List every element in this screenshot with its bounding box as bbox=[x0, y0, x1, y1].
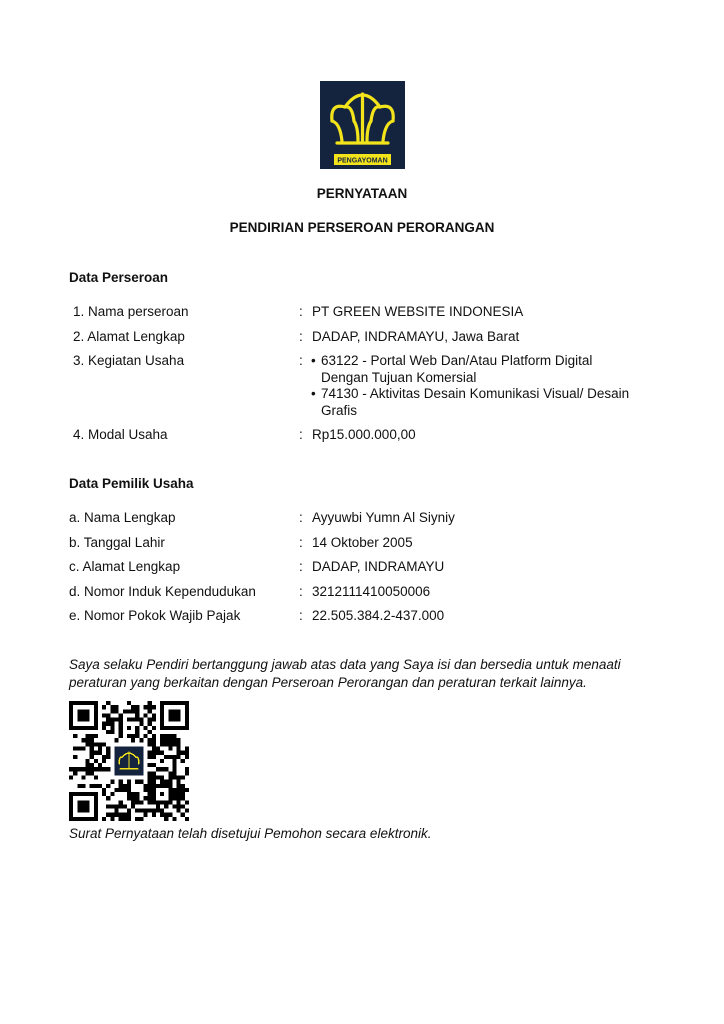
owner-address-label: c. Alamat Lengkap bbox=[69, 559, 181, 574]
owner-section-heading: Data Pemilik Usaha bbox=[69, 476, 194, 491]
pengayoman-logo bbox=[320, 81, 405, 169]
activity-item bbox=[311, 353, 671, 386]
company-name-label: 1. Nama perseroan bbox=[73, 304, 189, 319]
bullet-icon: • bbox=[311, 386, 316, 401]
owner-name-value: Ayyuwbi Yumn Al Siyniy bbox=[312, 510, 455, 525]
activity-line: Dengan Tujuan Komersial bbox=[321, 369, 477, 385]
declaration-statement bbox=[69, 656, 669, 692]
owner-name-label: a. Nama Lengkap bbox=[69, 510, 176, 525]
company-capital-value: Rp15.000.000,00 bbox=[312, 427, 416, 442]
company-name-value: PT GREEN WEBSITE INDONESIA bbox=[312, 304, 524, 319]
electronic-approval-note: Surat Pernyataan telah disetujui Pemohon secara elektronik. bbox=[69, 826, 432, 841]
company-section-heading: Data Perseroan bbox=[69, 270, 169, 285]
owner-npwp-label: e. Nomor Pokok Wajib Pajak bbox=[69, 608, 241, 623]
company-activity-label: 3. Kegiatan Usaha bbox=[73, 353, 185, 368]
colon: : bbox=[299, 584, 303, 599]
colon: : bbox=[299, 535, 303, 550]
statement-line: Saya selaku Pendiri bertanggung jawab atas data yang Saya isi dan bersedia untuk menaati bbox=[69, 657, 621, 672]
activity-line: 63122 - Portal Web Dan/Atau Platform Digital bbox=[321, 353, 593, 368]
owner-dob-value: 14 Oktober 2005 bbox=[312, 535, 413, 550]
company-address-label: 2. Alamat Lengkap bbox=[73, 329, 185, 344]
colon: : bbox=[299, 510, 303, 525]
document-subtitle: PENDIRIAN PERSEROAN PERORANGAN bbox=[229, 220, 495, 235]
activity-item bbox=[311, 386, 671, 419]
colon: : bbox=[299, 608, 303, 623]
colon: : bbox=[299, 304, 303, 319]
owner-nik-value: 3212111410050006 bbox=[312, 584, 431, 599]
activity-line: Grafis bbox=[321, 402, 358, 418]
company-capital-label: 4. Modal Usaha bbox=[73, 427, 168, 442]
document-title: PERNYATAAN bbox=[316, 186, 408, 201]
activity-list bbox=[311, 353, 671, 419]
owner-nik-label: d. Nomor Induk Kependudukan bbox=[69, 584, 256, 599]
qr-code bbox=[68, 701, 190, 821]
colon: : bbox=[299, 353, 303, 368]
statement-line: peraturan yang berkaitan dengan Perseroan Perorangan dan peraturan terkait lainnya. bbox=[69, 675, 587, 690]
colon: : bbox=[299, 559, 303, 574]
bullet-icon: • bbox=[311, 353, 316, 368]
activity-line: 74130 - Aktivitas Desain Komunikasi Visual/ Desain bbox=[321, 386, 630, 401]
company-address-value: DADAP, INDRAMAYU, Jawa Barat bbox=[312, 329, 520, 344]
colon: : bbox=[299, 329, 303, 344]
colon: : bbox=[299, 427, 303, 442]
logo-text: PENGAYOMAN bbox=[337, 157, 388, 165]
owner-dob-label: b. Tanggal Lahir bbox=[69, 535, 165, 550]
owner-npwp-value: 22.505.384.2-437.000 bbox=[312, 608, 445, 623]
owner-address-value: DADAP, INDRAMAYU bbox=[312, 559, 445, 574]
